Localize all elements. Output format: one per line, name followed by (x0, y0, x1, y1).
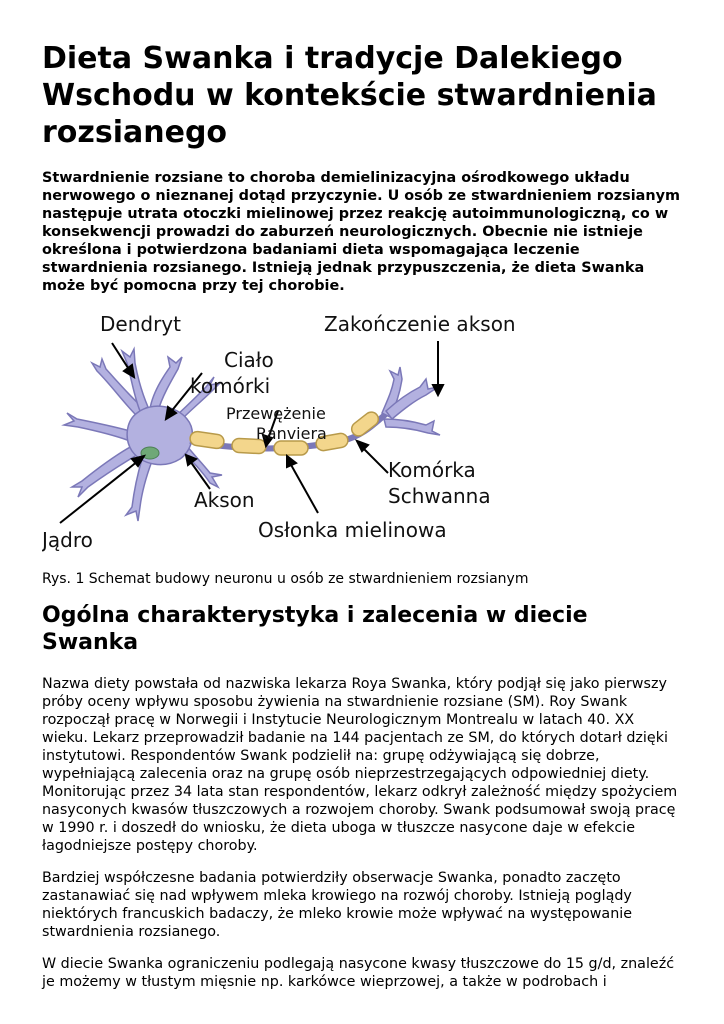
body-paragraph-1: Nazwa diety powstała od nazwiska lekarza Roya Swanka, który podjął się jako pierwszy próby oceny wpływu sposobu żywienia na stwardnienie rozsiane (SM). Roy Swank rozpoczął pracę w Norwegii i Instytucie Neurologicznym Montrealu w latach 40. XX wieku. Lekarz przeprowadził badanie na 144 pacjentach ze SM, do których dotarł dzięki instytutowi. Respondentów Swank podzielił na: grupę odżywiającą się dobrze, wypełniającą zalecenia oraz na grupę osób nieprzestrzegających odpowiedniej diety. Monitorując przez 34 lata stan respondentów, lekarz odkrył zależność między spożyciem nasyconych kwasów tłuszczowych a rozwojem choroby. Swank podsumował swoją pracę w 1990 r. i doszedł do wniosku, że dieta uboga w tłuszcze nasycone daje w efekcie łagodniejsze postępy choroby. (42, 676, 678, 854)
neuron-figure (42, 301, 522, 556)
page-title: Dieta Swanka i tradycje Dalekiego Wschodu w kontekście stwardnienia rozsianego (42, 41, 657, 150)
label-oslonka: Osłonka mielinowa (258, 518, 447, 542)
label-jadro: Jądro (42, 528, 93, 552)
document-page (42, 40, 682, 991)
label-akson: Akson (194, 488, 255, 512)
section-heading: Ogólna charakterystyka i zalecenia w diecie Swanka (42, 603, 588, 655)
axon-terminal (382, 367, 440, 435)
label-cialo-2: komórki (190, 374, 271, 398)
neuron-diagram (42, 301, 522, 556)
label-komorka-2: Schwanna (388, 484, 491, 508)
lead-paragraph: Stwardnienie rozsiane to choroba demielinizacyjna ośrodkowego układu nerwowego o nieznanej dotąd przyczynie. U osób ze stwardnieniem rozsianym następuje utrata otoczki mielinowej przez reakcję autoimmunologiczną, co w konsekwencji prowadzi do zaburzeń neurologicznych. Obecnie nie istnieje określona i potwierdzona badaniami dieta wspomagająca leczenie stwardnienia rozsianego. Istnieją jednak przypuszczenia, że dieta Swanka może być pomocna przy tej chorobie. (42, 170, 681, 294)
figure-caption: Rys. 1 Schemat budowy neuronu u osób ze stwardnieniem rozsianym (42, 571, 529, 587)
label-komorka-1: Komórka (388, 458, 476, 482)
body-paragraph-2: Bardziej współczesne badania potwierdziły obserwacje Swanka, ponadto zaczęto zastanawiać się nad wpływem mleka krowiego na rozwój choroby. Istnieją poglądy niektórych francuskich badaczy, że mleko krowie może wpływać na występowanie stwardnienia rozsianego. (42, 870, 633, 940)
body-paragraph-3: W diecie Swanka ograniczeniu podlegają nasycone kwasy tłuszczowe do 15 g/d, znaleźć je możemy w tłustym mięsnie np. karkówce wieprzowej, a także w podrobach i (42, 956, 675, 990)
label-przewezenie-1: Przewężenie (226, 404, 326, 423)
label-cialo-1: Ciało (224, 348, 274, 372)
label-przewezenie-2: Ranviera (256, 424, 327, 443)
label-zakonczenie-aksonu: Zakończenie akson (324, 312, 516, 336)
neuron-soma (127, 406, 192, 464)
label-dendryt: Dendryt (100, 312, 181, 336)
